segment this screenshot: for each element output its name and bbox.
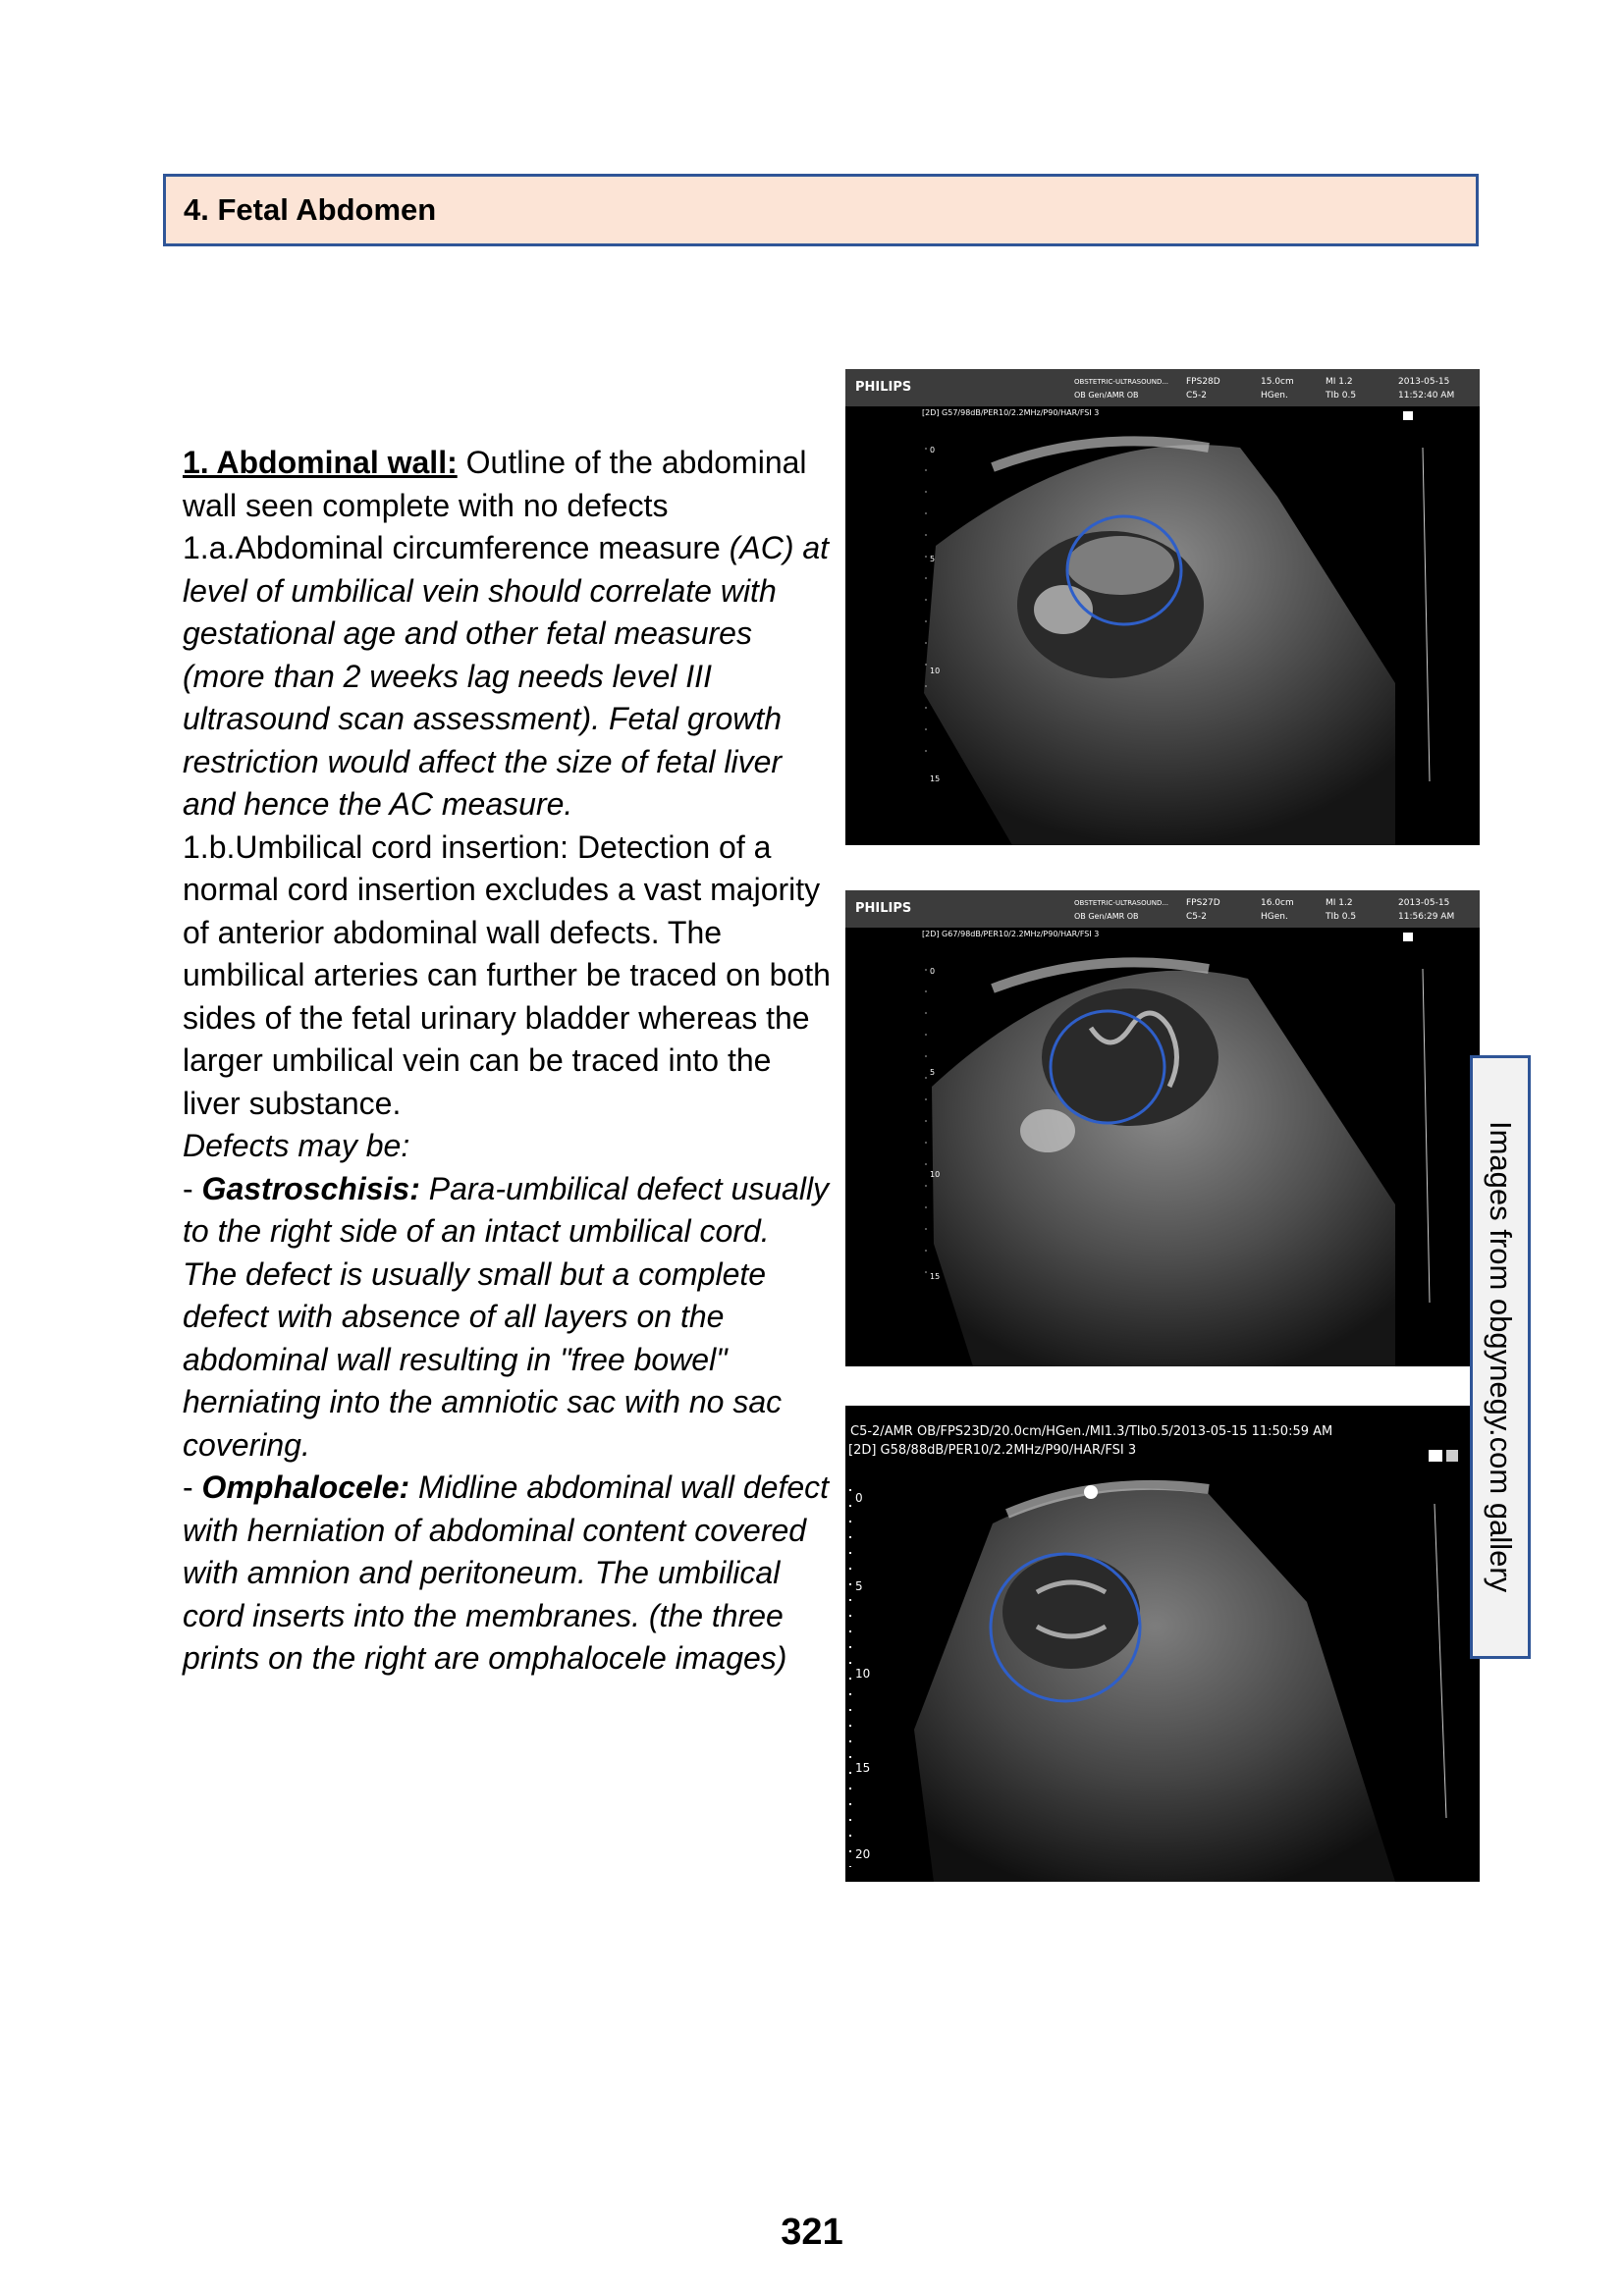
focus-marker xyxy=(1084,1485,1098,1499)
brand-label: PHILIPS xyxy=(855,380,912,395)
defects-intro: Defects may be: xyxy=(183,1128,410,1163)
depth-label: 0 xyxy=(930,967,936,976)
scan-sector xyxy=(914,1488,1395,1882)
section-header xyxy=(163,174,1479,246)
ultrasound-image-1 xyxy=(845,369,1480,845)
depth-label: 10 xyxy=(855,1667,871,1681)
header-bar xyxy=(845,890,1480,928)
settings-line: [2D] G57/98dB/PER10/2.2MHz/P90/HAR/FSI 3 xyxy=(922,408,1100,417)
omphalocele-dash: - xyxy=(183,1469,202,1505)
info-freq: HGen. xyxy=(1261,391,1288,400)
info-depth: 16.0cm xyxy=(1261,898,1294,908)
ac-lead: 1.a.Abdominal circumference measure xyxy=(183,530,721,565)
info-tib: TIb 0.5 xyxy=(1326,391,1357,400)
section-title: 4. Fetal Abdomen xyxy=(184,192,437,227)
ac-paragraph xyxy=(183,527,831,827)
depth-label: 15 xyxy=(930,774,941,783)
depth-label: 10 xyxy=(930,667,941,675)
depth-label: 5 xyxy=(930,1068,936,1077)
status-icon xyxy=(1429,1450,1442,1462)
header-line-1: C5-2/AMR OB/FPS23D/20.0cm/HGen./MI1.3/TIb0.5/2013-05-15 11:50:59 AM xyxy=(850,1424,1333,1439)
depth-label: 10 xyxy=(930,1170,941,1179)
gallery-caption xyxy=(1470,1055,1531,1659)
header-line-2: [2D] G58/88dB/PER10/2.2MHz/P90/HAR/FSI 3 xyxy=(848,1443,1137,1458)
gallery-caption-text: Images from obgynegy.com gallery xyxy=(1484,1121,1518,1593)
tgc-curve xyxy=(1435,1504,1446,1818)
depth-label: 5 xyxy=(930,555,936,563)
info-tib: TIb 0.5 xyxy=(1326,912,1357,922)
gastroschisis-term: Gastroschisis: xyxy=(201,1170,420,1206)
info-preset: OB Gen/AMR OB xyxy=(1074,391,1139,400)
info-depth: 15.0cm xyxy=(1261,377,1294,387)
info-time: 11:56:29 AM xyxy=(1398,912,1455,922)
info-date: 2013-05-15 xyxy=(1398,377,1450,387)
info-mi: MI 1.2 xyxy=(1326,377,1353,387)
info-preset: OB Gen/AMR OB xyxy=(1074,912,1139,921)
depth-label: 5 xyxy=(855,1579,863,1593)
status-icon xyxy=(1446,1450,1458,1462)
info-probe: C5-2 xyxy=(1186,912,1207,922)
info-mi: MI 1.2 xyxy=(1326,898,1353,908)
gastroschisis-dash: - xyxy=(183,1170,202,1206)
liver-echo xyxy=(1020,1109,1075,1152)
fetal-abdomen xyxy=(1002,1555,1140,1669)
header-bar xyxy=(845,369,1480,406)
settings-line: [2D] G67/98dB/PER10/2.2MHz/P90/HAR/FSI 3 xyxy=(922,930,1100,938)
depth-label: 15 xyxy=(930,1272,941,1281)
status-icon xyxy=(1403,933,1413,941)
info-freq: HGen. xyxy=(1261,912,1288,922)
ultrasound-image-3 xyxy=(845,1406,1480,1882)
info-time: 11:52:40 AM xyxy=(1398,391,1455,400)
page-number: 321 xyxy=(781,2212,843,2253)
gastroschisis-text: Para-umbilical defect usually to the right side of an intact umbilical cord. The defect is usually small but a complete defect with absence of all layers on the abdominal wall resulting in "free bowel" herniating into the amniotic sac with no sac covering. xyxy=(183,1170,830,1463)
cord-insertion-paragraph: 1.b.Umbilical cord insertion: Detection of a normal cord insertion excludes a vast majority of anterior abdominal wall defects. The umbilical arteries can further be traced on both sides of the fetal urinary bladder whereas the larger umbilical vein can be traced into the liver substance. xyxy=(183,828,831,1121)
omphalocele-paragraph xyxy=(183,1467,831,1681)
herniated-mass xyxy=(1066,536,1174,595)
info-exam: OBSTETRIC-ULTRASOUND... xyxy=(1074,378,1169,386)
omphalocele-term: Omphalocele: xyxy=(201,1469,410,1505)
depth-label: 0 xyxy=(930,446,936,454)
info-fps: FPS27D xyxy=(1186,898,1220,908)
brand-label: PHILIPS xyxy=(855,901,912,916)
tgc-curve xyxy=(1423,448,1430,781)
ac-italic: (AC) at level of umbilical vein should correlate with gestational age and other fetal measures (more than 2 weeks lag needs level III ultrasound scan assessment). Fetal growth restriction would affect the size of fetal liver and hence the AC measure. xyxy=(183,530,830,822)
status-icon xyxy=(1403,411,1413,420)
abdominal-wall-heading: 1. Abdominal wall: xyxy=(183,445,458,480)
tgc-curve xyxy=(1423,969,1430,1303)
info-exam: OBSTETRIC-ULTRASOUND... xyxy=(1074,899,1169,907)
depth-label: 20 xyxy=(855,1847,871,1861)
ultrasound-image-2 xyxy=(845,890,1480,1366)
abdominal-wall-intro: Outline of the abdominal wall seen complete with no defects xyxy=(183,445,807,523)
info-date: 2013-05-15 xyxy=(1398,898,1450,908)
abdominal-wall-paragraph xyxy=(183,442,831,527)
info-probe: C5-2 xyxy=(1186,391,1207,400)
info-fps: FPS28D xyxy=(1186,377,1220,387)
fetal-abdomen xyxy=(1042,988,1218,1126)
depth-label: 15 xyxy=(855,1761,871,1775)
gastroschisis-paragraph xyxy=(183,1168,831,1468)
depth-label: 0 xyxy=(855,1491,863,1505)
body-text xyxy=(183,442,831,1681)
omphalocele-text: Midline abdominal wall defect with herniation of abdominal content covered with amnion and peritoneum. The umbilical cord inserts into the membranes. (the three prints on the right are omphalocele images) xyxy=(183,1469,830,1676)
